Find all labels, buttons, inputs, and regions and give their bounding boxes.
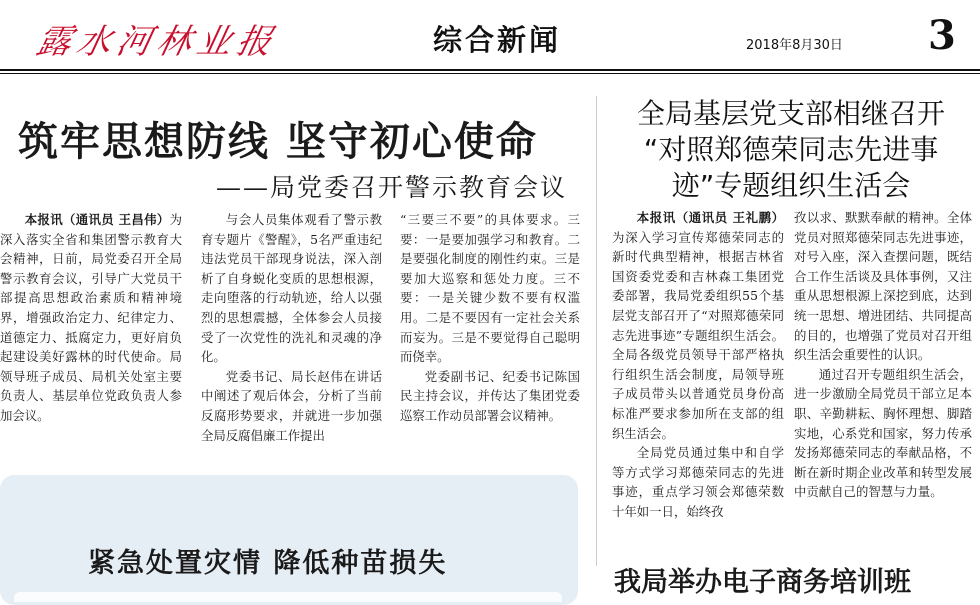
main-headline: 筑牢思想防线 坚守初心使命 xyxy=(18,119,538,165)
main-subheadline: ——局党委召开警示教育会议 xyxy=(216,173,568,202)
paragraph: 党委副书记、纪委书记陈国民主持会议，并传达了集团党委巡察工作动员部署会议精神。 xyxy=(400,368,580,423)
section-title: 综合新闻 xyxy=(433,23,562,57)
main-article-column-2 xyxy=(201,210,382,445)
right-lead-text: 为深入学习宣传郑德荣同志的新时代典型精神，根据吉林省国资委党委和吉林森工集团党委部署，我局党委组织55个基层党支部召开了“对照郑德荣同志先进事迹”专题组织生活会。全局各级党员领导干部严格执行组织生活会制度，局领导班子成员带头以普通党员身份高标准严要求参加所在支部的组织生活会。 xyxy=(612,229,784,441)
right-article-column-2 xyxy=(794,208,972,502)
paragraph: 与会人员集体观看了警示教育专题片《警醒》，5名严重违纪违法党员干部现身说法，深入剖析了自身蜕化变质的思想根源，走向堕落的行动轨迹，给人以强烈的思想震撼，全体参会人员接受了一次党性的洗礼和灵魂的净化。 xyxy=(201,212,382,365)
main-article-column-3 xyxy=(400,210,580,426)
highlight-box xyxy=(0,475,578,605)
right-byline: 本报讯（通讯员 王礼鹏） xyxy=(636,210,784,225)
right-headline: 全局基层党支部相继召开 “对照郑德荣同志先进事 迹”专题组织生活会 xyxy=(636,97,945,202)
right-article-column-1 xyxy=(612,208,784,522)
boxed-headline: 紧急处置灾情 降低种苗损失 xyxy=(88,548,448,579)
paragraph: 党委书记、局长赵伟在讲话中阐述了观后体会，分析了当前反腐形势要求，并就进一步加强全局反腐倡廉工作提出 xyxy=(201,368,382,443)
newspaper-logo: 露水河林业报 xyxy=(33,22,282,62)
column-divider xyxy=(596,96,597,566)
paragraph: 通过召开专题组织生活会，进一步激励全局党员干部立足本职、辛勤耕耘、胸怀理想、脚踏实地，心系党和国家，努力传承发扬郑德荣同志的奉献品格，不断在新时期企业改革和转型发展中贡献自己的智慧与力量。 xyxy=(794,366,972,500)
bottom-right-headline: 我局举办电子商务培训班 xyxy=(614,567,911,598)
paragraph: “三要三不要”的具体要求。三要：一是要加强学习和教育。二是要强化制度的刚性约束。三是要加大巡察和惩处力度。三不要：一是关键少数不要有权滥用。二是不要因有一定社会关系而妄为。三是不要觉得自己聪明而侥幸。 xyxy=(400,212,580,365)
paragraph: 孜以求、默默奉献的精神。全体党员对照郑德荣同志先进事迹，对号入座，深入查摆问题，既结合工作生活谈及具体事例，又注重从思想根源上深挖到底，达到统一思想、增进团结、共同提高的目的，也增强了党员对召开组织生活会重要性的认识。 xyxy=(794,210,972,363)
masthead-rule-thin xyxy=(0,73,980,74)
page-number: 3 xyxy=(928,12,956,59)
publication-date: 2018年8月30日 xyxy=(746,38,843,53)
main-lead-text: 为深入落实全省和集团警示教育大会精神，日前，局党委召开全局警示教育会议，引导广大党员干部提高思想政治素质和精神境界，增强政治定力、纪律定力、道德定力、抵腐定力，更好肩负起建设美好露林的时代使命。局领导班子成员、局机关处室主要负责人、基层单位党政负责人参加会议。 xyxy=(0,212,182,423)
masthead-rule xyxy=(0,69,980,71)
main-article-column-1 xyxy=(0,210,182,426)
main-byline: 本报讯（通讯员 王昌伟） xyxy=(24,212,170,227)
paragraph: 全局党员通过集中和自学等方式学习郑德荣同志的先进事迹，重点学习领会郑德荣数十年如一日，始终孜 xyxy=(612,445,784,519)
